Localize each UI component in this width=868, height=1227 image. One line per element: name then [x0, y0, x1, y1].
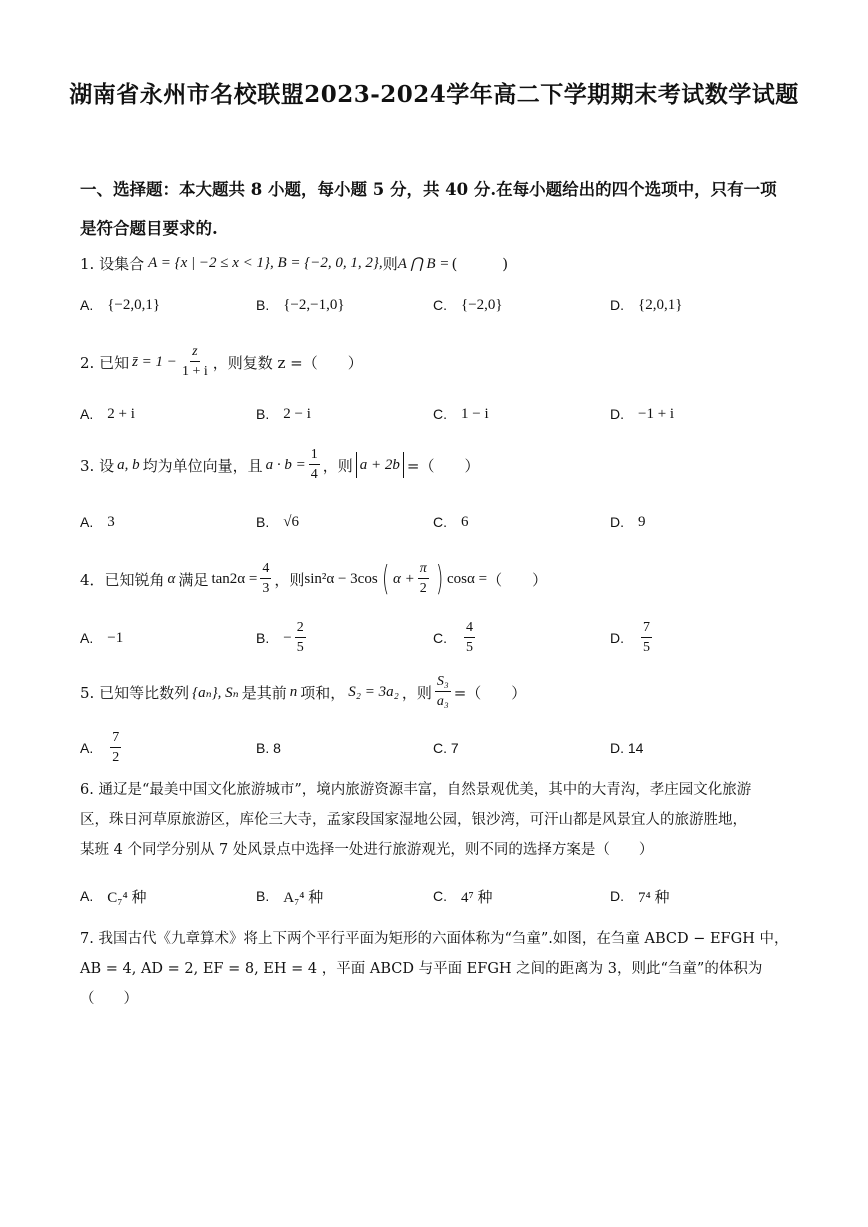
- q5-options: [80, 728, 800, 768]
- q2-option-d: D. −1 + i: [610, 405, 675, 422]
- q5-mid: 是其前: [241, 683, 287, 702]
- q2-suffix: ，则复数 z =（ ）: [212, 353, 363, 372]
- q6-line2: 区，珠日河草原旅游区，库伦三大寺，孟家段国家湿地公园，银沙湾，可汗山都是风景宜人的旅游胜地，: [80, 812, 747, 828]
- q3-then: ，则: [322, 456, 353, 475]
- q5-option-d: D. 14: [610, 740, 644, 756]
- q3-option-c: C. 6: [433, 513, 469, 530]
- question-5: [80, 670, 800, 714]
- q5-option-c: C. 7: [433, 740, 459, 756]
- q1-blank: ( ): [451, 254, 509, 273]
- q4-fraction: $\frac{4}{3}$: [262, 561, 270, 596]
- q7-line1: 7. 我国古代《九章算术》将上下两个平行平面为矩形的六面体称为“刍童”.如图，在刍童 ABCD − EFGH 中，: [80, 931, 789, 947]
- q2-option-c: C. 1 − i: [433, 405, 489, 422]
- q6-line1: 6. 通辽是“最美中国文化旅游城市”，境内旅游资源丰富，自然景观优美，其中的大青沟，孝庄园文化旅游: [80, 782, 752, 798]
- q3-options: [80, 508, 800, 536]
- q3-abs-right: [403, 452, 404, 478]
- page-title: 湖南省永州市名校联盟2023-2024学年高二下学期期末考试数学试题: [69, 81, 799, 108]
- q5-option-b: B. 8: [256, 740, 281, 756]
- q3-option-d: D. 9: [610, 513, 646, 530]
- q6-options: [80, 882, 800, 910]
- q4-option-c: C. $\frac{4}{5}$: [433, 620, 473, 655]
- q4-then: ，则: [274, 570, 305, 589]
- q5-n: n: [289, 683, 298, 700]
- q4-expr2: cosα =: [446, 570, 488, 587]
- q1-option-b: B. {−2,−1,0}: [256, 296, 345, 313]
- q3-abs-expr: a + 2b: [359, 456, 400, 473]
- q1-prefix: 1. 设集合: [80, 254, 145, 273]
- q2-prefix: 2. 已知: [80, 353, 130, 372]
- q3-dot: a · b =: [265, 456, 306, 473]
- question-7: [80, 924, 800, 1014]
- section-heading-line2: 是符合题目要求的.: [80, 219, 218, 238]
- q3-suffix: =（ ）: [406, 456, 480, 475]
- q6-line3: 某班 4 个同学分别从 7 处风景点中选择一处进行旅游观光，则不同的选择方案是（ ）: [80, 842, 654, 858]
- question-6: [80, 775, 800, 865]
- q6-option-b: B. A₇⁴ 种: [256, 888, 324, 906]
- section-heading: [80, 170, 800, 248]
- q1-expr: A = {x | −2 ≤ x < 1}, B = {−2, 0, 1, 2},: [148, 254, 383, 271]
- q5-fraction: $\frac{\text{S₃}}{\text{a₃}}$: [436, 674, 449, 709]
- q3-vectors: a, b: [117, 456, 140, 473]
- q4-prefix: 4．已知锐角: [80, 570, 165, 589]
- q4-option-a: A. −1: [80, 629, 124, 646]
- q6-option-a: A. C₇⁴ 种: [80, 888, 147, 906]
- q1-mid: 则: [382, 254, 398, 273]
- q4-options: [80, 618, 800, 658]
- q5-suffix: =（ ）: [453, 683, 527, 702]
- q4-option-d: D. $\frac{7}{5}$: [610, 620, 650, 655]
- q5-then: ，则: [401, 683, 432, 702]
- q2-fraction: $\frac{z}{1 + i}$: [181, 344, 208, 379]
- q4-paren-left: (: [381, 559, 389, 599]
- q5-seq: {aₙ}, Sₙ: [192, 684, 239, 701]
- q1-option-a: A. {−2,0,1}: [80, 296, 161, 313]
- q5-condition: S₂ = 3a₂: [348, 683, 399, 700]
- q4-option-b: B. − $\frac{2}{5}$: [256, 620, 304, 655]
- q3-abs-left: [356, 452, 357, 478]
- q2-option-a: A. 2 + i: [80, 405, 135, 422]
- question-4: [80, 557, 800, 601]
- q7-line3: （ ）: [80, 991, 138, 1007]
- q2-lhs: z̄ = 1 −: [132, 353, 177, 370]
- q4-tan: tan2α =: [211, 570, 258, 587]
- q4-pi-fraction: $\frac{\pi}{2}$: [419, 561, 427, 596]
- q4-mid: 满足: [178, 570, 209, 589]
- q4-alpha: α: [167, 570, 176, 587]
- q7-line2: AB = 4, AD = 2, EF = 8, EH = 4 ，平面 ABCD 与平面 EFGH 之间的距离为 3，则此“刍童”的体积为: [80, 961, 763, 977]
- section-heading-line1: 一、选择题：本大题共 8 小题，每小题 5 分，共 40 分.在每小题给出的四个选项中，只有一项: [80, 180, 777, 199]
- question-1: [80, 250, 800, 276]
- q4-paren-right: ): [435, 559, 443, 599]
- q2-options: [80, 400, 800, 428]
- q4-expr1: sin²α − 3cos: [304, 570, 378, 587]
- q5-mid2: 项和，: [300, 683, 346, 702]
- q1-option-c: C. {−2,0}: [433, 296, 503, 313]
- q3-option-b: B. √6: [256, 513, 299, 530]
- q1-tail: A ⋂ B =: [397, 255, 450, 272]
- q5-prefix: 5. 已知等比数列: [80, 683, 190, 702]
- q2-option-b: B. 2 − i: [256, 405, 311, 422]
- q1-option-d: D. {2,0,1}: [610, 296, 683, 313]
- q5-option-a: A. $\frac{7}{2}$: [80, 730, 120, 765]
- q3-option-a: A. 3: [80, 513, 115, 530]
- question-3: [80, 443, 800, 487]
- q3-fraction: $\frac{1}{4}$: [310, 447, 318, 482]
- q4-suffix: （ ）: [487, 570, 548, 589]
- q4-inner: α +: [392, 570, 415, 587]
- q1-options: [80, 291, 800, 319]
- q3-prefix: 3. 设: [80, 456, 115, 475]
- q3-mid: 均为单位向量，且: [142, 456, 263, 475]
- question-2: [80, 340, 800, 384]
- q6-option-d: D. 7⁴ 种: [610, 888, 670, 906]
- q6-option-c: C. 4⁷ 种: [433, 888, 493, 906]
